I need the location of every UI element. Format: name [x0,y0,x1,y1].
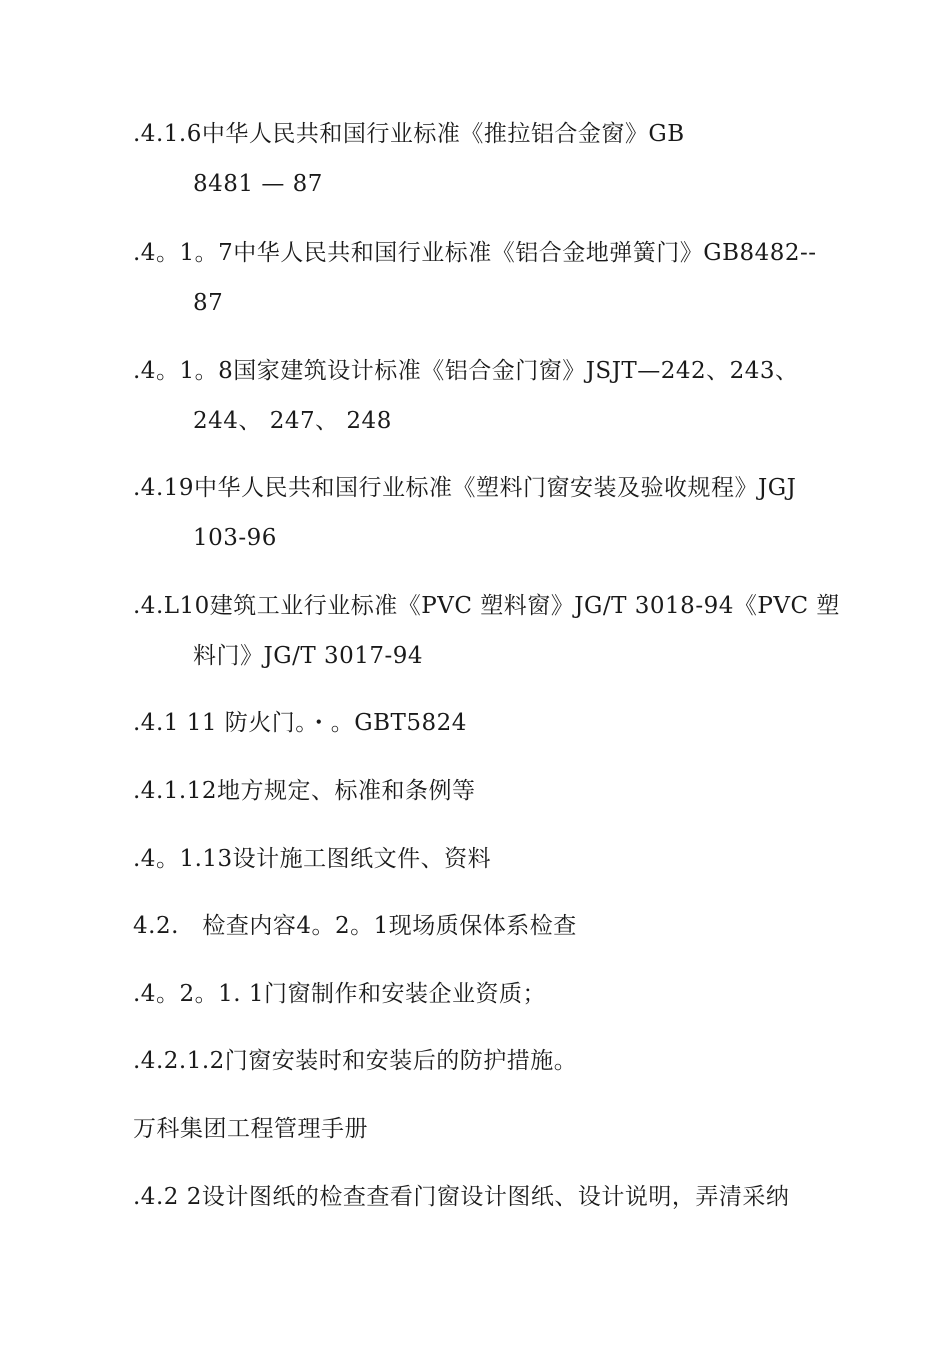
clause-4-1-10-continuation: 料门》JG/T 3017-94 [193,643,424,669]
clause-4-1-10: .4.L10建筑工业行业标准《PVC 塑料窗》JG/T 3018-94《PVC 塑 [133,593,840,619]
clause-4-1-7: .4。1。7中华人民共和国行业标准《铝合金地弹簧门》GB8482-- [133,240,817,266]
clause-4-1-8: .4。1。8国家建筑设计标准《铝合金门窗》JSJT—242、243、 [133,358,799,384]
clause-4-1-6-continuation: 8481 — 87 [193,171,323,197]
clause-4-2-2: .4.2 2设计图纸的检查查看门窗设计图纸、设计说明，弄清采纳 [133,1184,790,1210]
manual-title: 万科集团工程管理手册 [133,1116,368,1142]
clause-4-1-9-continuation: 103-96 [193,525,277,551]
clause-4-1-13: .4。1.13设计施工图纸文件、资料 [133,846,492,872]
clause-4-1-6: .4.1.6中华人民共和国行业标准《推拉铝合金窗》GB [133,121,685,147]
clause-4-1-9: .4.19中华人民共和国行业标准《塑料门窗安装及验收规程》JGJ [133,475,797,501]
clause-4-2-1-1: .4。2。1. 1门窗制作和安装企业资质； [133,981,546,1007]
clause-4-2-1-2: .4.2.1.2门窗安装时和安装后的防护措施。 [133,1048,578,1074]
clause-4-1-8-continuation: 244、 247、 248 [193,408,392,434]
section-4-2-heading: 4.2. 检查内容4。2。1现场质保体系检查 [133,913,577,939]
clause-4-1-12: .4.1.12地方规定、标准和条例等 [133,778,476,804]
clause-4-1-11: .4.1 11 防火门。・。GBT5824 [133,710,467,736]
clause-4-1-7-continuation: 87 [193,290,224,316]
